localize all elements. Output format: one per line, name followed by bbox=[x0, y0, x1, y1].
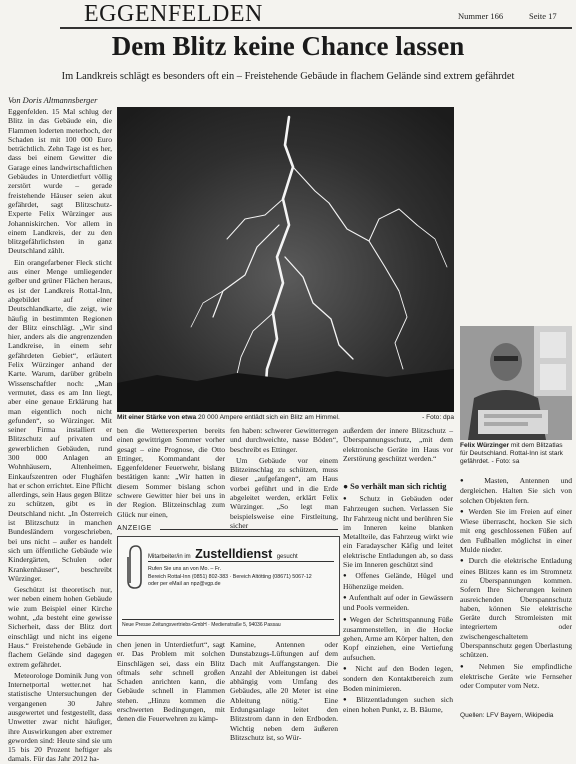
job-advertisement[interactable] bbox=[117, 536, 340, 636]
subheadline: Im Landkreis schlägt es besonders oft ein – Freistehende Gebäude in flachem Gelände sind extrem gefährdet bbox=[61, 71, 515, 82]
lightning-bolt-icon bbox=[117, 107, 454, 412]
article-column-2 bbox=[117, 426, 225, 518]
tips-source: Quellen: LFV Bayern, Wikipedia bbox=[460, 712, 554, 719]
tip-item: ● Nehmen Sie empfindliche elektrische Geräte wie Fernseher oder Computer vom Netz. bbox=[460, 662, 572, 691]
tips-title-text: So verhält man sich richtig bbox=[350, 482, 447, 491]
portrait-icon bbox=[460, 326, 572, 440]
tip-item: ● Schutz in Gebäuden oder Fahrzeugen suchen. Verlassen Sie Ihr Fahrzeug nicht und berühren Sie im Inneren keine blanken Metallteile, das Fahrzeug wirkt wie ein Faradayscher Käfig und leitet elektrische Entladungen ab, so dass Sie im Inneren geschützt sind bbox=[343, 494, 453, 569]
article-paragraph: Eggenfelden. 15 Mal schlug der Blitz in das Gebäude ein, die Flammen loderten meterhoch, der Schaden ist mit 100 000 Euro beträchtlich. Zehn Tage ist es her, dass bei einem Gewitter die Garage eines landwirtschaftlichen Gebäudes in Unterdietfurt völlig zerstört wurde – gerade freistehende Häuser seien akut gefährdet, sagt Blitzschutz-Experte Felix Würzinger aus Johanniskirchen. Vor allem in einem Landkreis, der zu den blitzgefährlichsten in ganz Deutschland zählt. bbox=[8, 107, 112, 256]
article-paragraph: Geschützt ist theoretisch nur, wer neben einem hohen Gebäude wie zum Beispiel einer Kirche wohnt, „da besteht eine gewisse Sicherheit, dass der Blitz dort einschlägt und nicht ins eigene Haus.“ Freistehende Gebäude in flachem Gelände sind dagegen extrem gefährdet. bbox=[8, 585, 112, 669]
ad-divider bbox=[148, 561, 334, 562]
portrait-caption-lead: Felix Würzinger bbox=[460, 442, 510, 449]
tips-box-continued bbox=[460, 476, 572, 708]
tip-continuation-text: Masten, Antennen und dergleichen. Halten Sie sich von solchen Objekten fern. bbox=[460, 476, 573, 505]
tips-title: ● So verhält man sich richtig bbox=[343, 482, 447, 491]
ad-suffix: gesucht bbox=[276, 554, 298, 560]
photo-caption-lead: Mit einer Stärke von etwa bbox=[117, 414, 197, 421]
tip-item: ● Wegen der Schrittspannung Füße zusammenstellen, in die Hocke gehen, Arme am Körper halten, den Kopf einziehen, eine Vertiefung aufsuchen. bbox=[343, 615, 453, 662]
ad-lead: Mitarbeiter/in im bbox=[148, 554, 191, 560]
portrait-caption bbox=[460, 442, 572, 466]
ad-divider-bottom bbox=[122, 619, 334, 620]
ad-label: ANZEIGE bbox=[117, 525, 152, 532]
article-column-4 bbox=[343, 426, 453, 474]
tip-item: ● Aufenthalt auf oder in Gewässern und Pools vermeiden. bbox=[343, 593, 453, 613]
article-paragraph: fen haben: schwerer Gewitterregen und durchweichte, nasse Böden“, beschreibt es Ettinger. bbox=[230, 426, 338, 454]
masthead-rule bbox=[60, 27, 572, 29]
article-column-1 bbox=[8, 107, 112, 764]
ad-email[interactable]: oder per eMail an npz@vgp.de bbox=[148, 581, 221, 588]
portrait-credit: - Foto: sa bbox=[491, 458, 520, 465]
ad-rule bbox=[160, 529, 338, 530]
article-column-3 bbox=[230, 426, 338, 530]
tips-box bbox=[343, 478, 453, 723]
tip-item: ● Durch die elektrische Entladung eines Blitzes kann es im Stromnetz zu Überspannungen kommen. Sofern Ihre Sicherungen keinen ausreichenden Überspannschutz haben, können Sie elektrische Geräte durch Stromleisten mit integriertem oder zwischengeschaltetem Überspannschutz gegen Überlastung schützen. bbox=[460, 556, 572, 659]
article-paragraph: ben die Wetterexperten bereits einen gewittrigen Sommer vorher gesagt – eine Prognose, die Otto Ettinger, Kommandant der Eggenfeldener Feuerwehr, bislang bestätigen kann: „Wir hatten in diesem Sommer bislang schon schwere Gewitter hier bei uns in der Region. Blitzeinschlag zum Glück nur einen, bbox=[117, 426, 225, 519]
page-number: Seite 17 bbox=[529, 11, 557, 21]
section-title: EGGENFELDEN bbox=[84, 1, 263, 27]
lightning-photo bbox=[117, 107, 454, 412]
article-column-3-bottom bbox=[230, 640, 338, 742]
portrait-caption-text: mit dem Blitzatlas für Deutschland. Rottal-Inn ist stark gefährdet. bbox=[460, 442, 563, 465]
paperclip-icon bbox=[124, 543, 144, 591]
tip-item: ● Offenes Gelände, Hügel und Höhenzüge meiden. bbox=[343, 571, 453, 591]
photo-credit: - Foto: dpa bbox=[422, 414, 454, 421]
article-paragraph: Um Gebäude vor einem Blitzeinschlag zu schützen, muss dieser „aufgefangen“, am Haus vorbei geführt und in die Erde abgeleitet werden, erklärt Felix Würzinger. „So legt man beispielsweise eine Firstleitung, sicher bbox=[230, 455, 338, 530]
photo-caption-text: 20 000 Ampere entlädt sich ein Blitz am Himmel. bbox=[196, 414, 340, 421]
ad-contact bbox=[148, 566, 336, 589]
ad-hours: Rufen Sie uns an von Mo. – Fr. bbox=[148, 566, 222, 572]
photo-caption bbox=[117, 414, 454, 422]
tip-item: ● Nicht auf den Boden legen, sondern den Kontaktbereich zum Boden minimieren. bbox=[343, 664, 453, 693]
issue-number: Nummer 166 bbox=[458, 11, 504, 21]
ad-phone: Bereich Rottal-Inn (0851) 802-383 · Bereich Altötting (08671) 5067-12 bbox=[148, 573, 312, 580]
article-paragraph: Kamine, Antennen oder Dunstabzugs-Lüftungen auf dem Dach mit Auffangstangen. Die Anzahl der Ableitungen ist dabei abhängig vom Umfang des Gebäudes, alle 20 Meter ist eine Ableitung nötig.“ Eine Erdungsanlage leitet den Blitzstrom dann in den Erdboden. Wichtig neben dem äußeren Blitzschutz ist, so Wür- bbox=[230, 640, 338, 742]
ad-company: Neue Presse Zeitungsvertriebs-GmbH · Medienstraße 5, 94036 Passau bbox=[122, 622, 281, 628]
masthead bbox=[60, 2, 572, 26]
tip-continuation bbox=[460, 476, 572, 505]
tip-item: ● Werden Sie im Freien auf einer Wiese überrascht, hocken Sie sich mit eng geschlossenen Füßen auf den Fußballen möglichst in einer Mulde nieder. bbox=[460, 507, 572, 554]
tip-item: ● Blitzentladungen suchen sich einen hohen Punkt, z. B. Bäume, bbox=[343, 695, 453, 715]
article-paragraph: Ein orangefarbener Fleck sticht aus einer Menge umliegender gelber und grüner Flächen heraus, es ist der Landkreis Rottal-Inn, abgebildet auf einer Deutschlandkarte, die zeigt, wie häufig in bestimmten Regionen der Blitz einschlägt. „Wir sind hier, anders als die angrenzenden Landkreise, in einem sehr gefährdeten Gebiet“, erläutert Felix Würzinger anhand der Karte. Warum, darüber grübeln Wissenschaftler noch: „Man vermutet, dass es am Inn liegt, aber eine genaue Erklärung hat man eigentlich noch nicht gefunden“, so Würzinger. Mit seiner Firma installiert er Blitzschutz auf privaten und gewerblichen Gebäuden, rund 300 000 Anlagen an Wohnhäusern, Altenheimen, Einkaufszentren oder Flughäfen hat er schon errichtet. Eine Pflicht allerdings, sein Haus gegen Blitze zu schützen, gibt es in Deutschland nicht. „In Österreich ist Blitzschutz in manchen Bundesländern vorgeschrieben, bei uns nicht – außer es handelt sich um öffentliche Gebäude wie Kindergärten, Schulen oder Krankenhäuser“, beschreibt Würzinger. bbox=[8, 257, 112, 583]
headline: Dem Blitz keine Chance lassen bbox=[111, 31, 465, 61]
article-paragraph: außerdem der innere Blitzschutz – Überspannungsschutz, „mit dem elektronische Geräte im Haus vor Zerstörung geschützt werden.“ bbox=[343, 426, 453, 463]
ad-title: Zustelldienst bbox=[195, 547, 273, 561]
byline: Von Doris Altmannsberger bbox=[8, 96, 98, 105]
article-paragraph: chen jenen in Unterdietfurt“, sagt er. Das Problem mit solchen Einschlägen sei, dass ein Blitz oftmals sehr schnell großen Schaden anrichten kann, die Gebäude schnell in Flammen stehen. „Hinzu kommen die erschwerten Bedingungen, mit denen die Feuerwehren zu kämp- bbox=[117, 640, 225, 724]
portrait-photo bbox=[460, 326, 572, 440]
article-paragraph: Meteorologe Dominik Jung von Internetportal wetter.net hat statistische Untersuchungen der vergangenen 30 Jahre ausgewertet und festgestellt, dass Unwetter zwar nicht häufiger, ihre Auswirkungen aber extremer geworden sind: Heute sind sie um 15 bis 20 Prozent heftiger als damals. Für das Jahr 2012 ha- bbox=[8, 670, 112, 764]
article-column-2-bottom bbox=[117, 640, 225, 723]
